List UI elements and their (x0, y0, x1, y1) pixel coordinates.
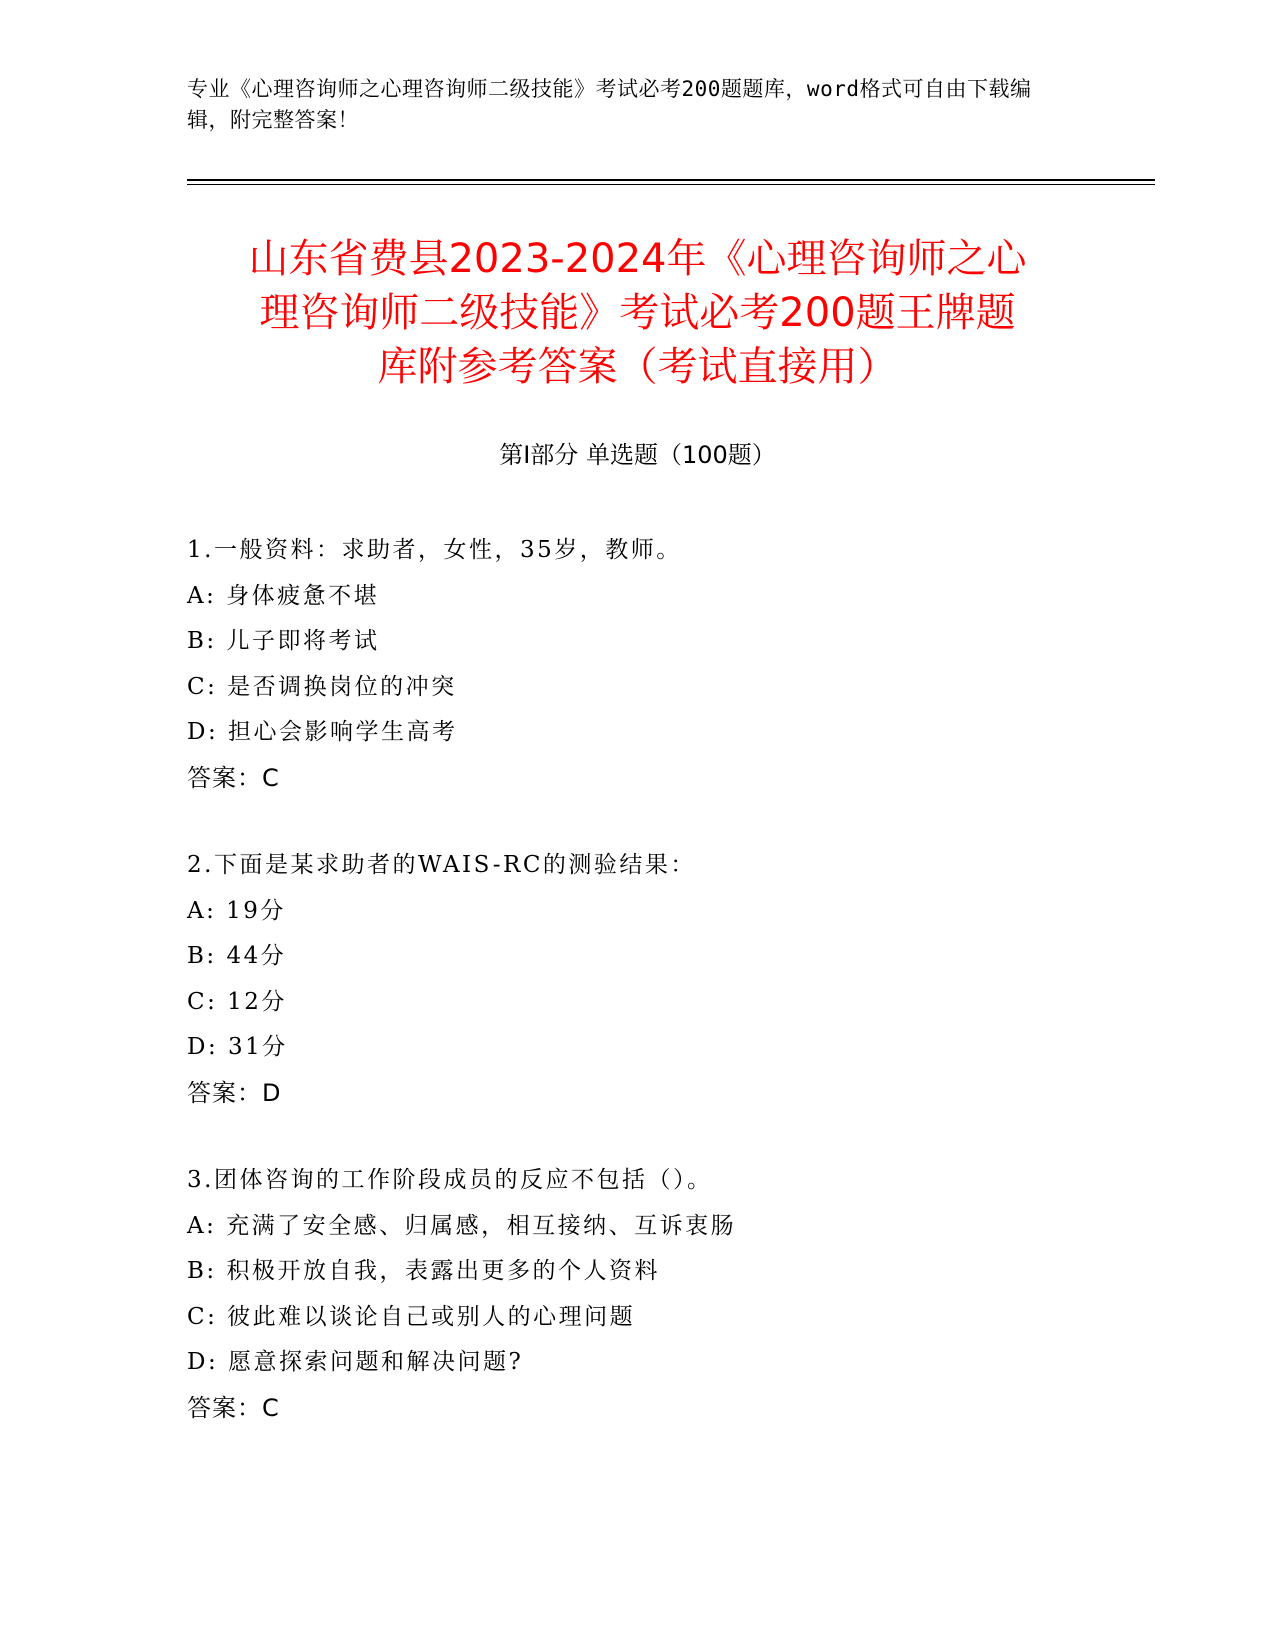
option-a: A: 充满了安全感、归属感，相互接纳、互诉衷肠 (187, 1212, 737, 1239)
option-c: C: 彼此难以谈论自己或别人的心理问题 (187, 1303, 636, 1330)
answer-line: 答案：C (187, 1393, 280, 1422)
answer-line: 答案：D (187, 1078, 282, 1107)
answer-line: 答案：C (187, 763, 280, 792)
option-b: B: 儿子即将考试 (187, 628, 380, 654)
header-note: 专业《心理咨询师之心理咨询师二级技能》考试必考200题题库，word格式可自由下载编辑，附完整答案！ (187, 77, 1032, 132)
question-3 (187, 1158, 1167, 1431)
option-d: D: 愿意探索问题和解决问题? (187, 1349, 524, 1375)
header-divider-thick (187, 179, 1155, 181)
title-line-3: 库附参考答案（考试直接用） (377, 344, 898, 390)
option-a: A: 19分 (187, 897, 286, 924)
question-list (187, 528, 1167, 1473)
option-d: D: 31分 (187, 1034, 288, 1060)
section-title: 第Ⅰ部分 单选题（100题） (499, 441, 776, 469)
option-b: B: 积极开放自我，表露出更多的个人资料 (187, 1258, 660, 1284)
option-c: C: 12分 (187, 988, 287, 1015)
question-stem: 1.一般资料：求助者，女性，35岁，教师。 (187, 537, 682, 563)
question-1 (187, 528, 1167, 801)
header-divider-thin (187, 184, 1155, 185)
option-a: A: 身体疲惫不堪 (187, 582, 380, 609)
option-d: D: 担心会影响学生高考 (187, 719, 458, 745)
question-stem: 3.团体咨询的工作阶段成员的反应不包括（）。 (187, 1167, 713, 1193)
option-b: B: 44分 (187, 943, 287, 969)
title-line-1: 山东省费县2023-2024年《心理咨询师之心 (248, 236, 1027, 282)
title-line-2: 理咨询师二级技能》考试必考200题王牌题 (259, 290, 1016, 336)
question-2 (187, 843, 1167, 1116)
question-stem: 2.下面是某求助者的WAIS-RC的测验结果： (187, 852, 696, 878)
document-title (160, 232, 1115, 394)
option-c: C: 是否调换岗位的冲突 (187, 673, 457, 700)
